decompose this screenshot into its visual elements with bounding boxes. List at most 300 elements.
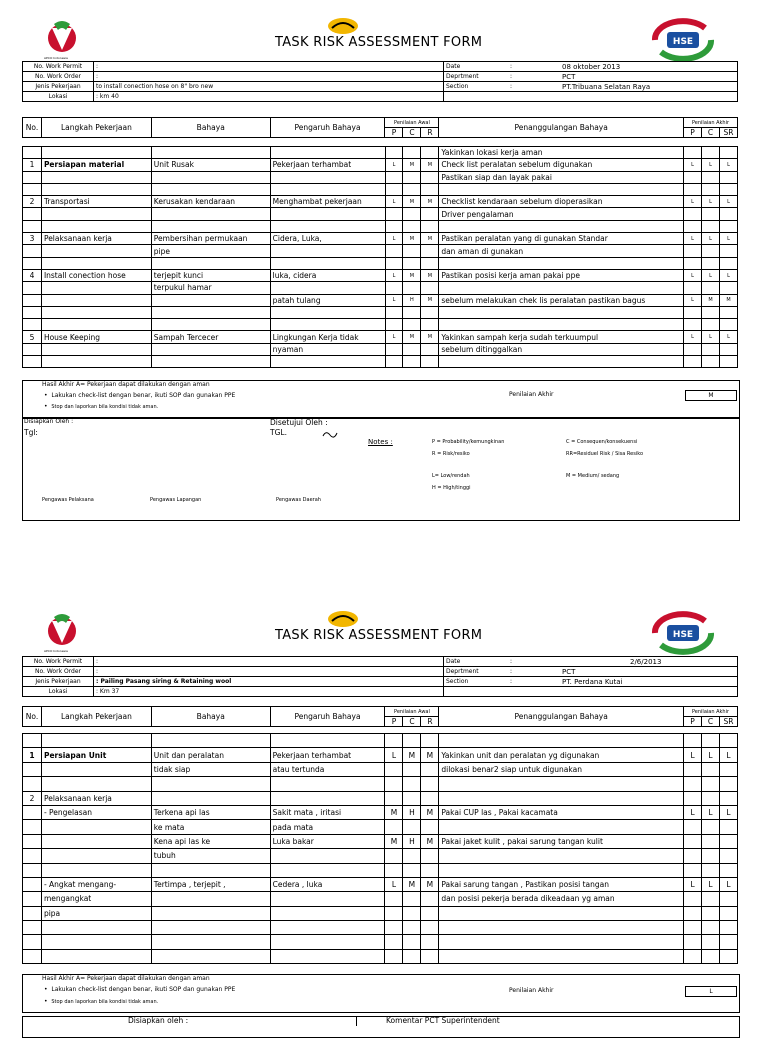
row-tindakan[interactable]: Pakai CUP las , Pakai kacamata bbox=[439, 805, 684, 819]
row-akhir-c[interactable] bbox=[702, 183, 720, 195]
row-akhir-c[interactable]: L bbox=[702, 877, 720, 891]
row-bahaya[interactable] bbox=[151, 257, 270, 269]
row-tindakan[interactable] bbox=[439, 791, 684, 805]
row-no[interactable] bbox=[23, 892, 42, 906]
row-langkah[interactable] bbox=[41, 245, 151, 257]
row-bahaya[interactable] bbox=[151, 921, 270, 935]
row-c[interactable] bbox=[403, 863, 421, 877]
row-akhir-sr[interactable] bbox=[719, 183, 737, 195]
row-r[interactable] bbox=[421, 343, 439, 355]
row-r[interactable]: M bbox=[421, 294, 439, 306]
row-akhir-sr[interactable]: L bbox=[719, 233, 737, 245]
row-c[interactable] bbox=[403, 791, 421, 805]
row-langkah[interactable] bbox=[41, 849, 151, 863]
penilaian-akhir-value[interactable]: M bbox=[685, 390, 737, 401]
row-langkah[interactable] bbox=[41, 921, 151, 935]
row-r[interactable] bbox=[421, 220, 439, 232]
row-c[interactable] bbox=[403, 734, 421, 748]
row-akhir-p[interactable]: L bbox=[684, 877, 702, 891]
row-langkah[interactable]: - Pengelasan bbox=[41, 805, 151, 819]
row-langkah[interactable] bbox=[41, 257, 151, 269]
row-c[interactable] bbox=[403, 257, 421, 269]
row-no[interactable] bbox=[23, 762, 42, 776]
row-c[interactable]: M bbox=[403, 877, 421, 891]
row-no[interactable] bbox=[23, 183, 42, 195]
row-akhir-sr[interactable] bbox=[719, 220, 737, 232]
row-p[interactable]: L bbox=[385, 331, 403, 343]
row-no[interactable] bbox=[23, 921, 42, 935]
row-bahaya[interactable]: Kerusakan kendaraan bbox=[151, 196, 270, 208]
row-no[interactable] bbox=[23, 306, 42, 318]
row-akhir-p[interactable]: L bbox=[684, 805, 702, 819]
row-bahaya[interactable]: Tertimpa , terjepit , bbox=[151, 877, 270, 891]
row-pengaruh[interactable] bbox=[270, 791, 385, 805]
row-bahaya[interactable] bbox=[151, 777, 270, 791]
row-r[interactable] bbox=[421, 183, 439, 195]
row-p[interactable]: L bbox=[385, 748, 403, 762]
row-p[interactable] bbox=[385, 892, 403, 906]
row-akhir-sr[interactable] bbox=[719, 343, 737, 355]
row-akhir-sr[interactable]: L bbox=[719, 269, 737, 281]
row-akhir-p[interactable] bbox=[684, 949, 702, 963]
row-langkah[interactable] bbox=[41, 834, 151, 848]
row-bahaya[interactable] bbox=[151, 734, 270, 748]
row-akhir-sr[interactable] bbox=[719, 171, 737, 183]
row-akhir-c[interactable] bbox=[702, 734, 720, 748]
row-akhir-p[interactable] bbox=[684, 777, 702, 791]
row-pengaruh[interactable] bbox=[270, 935, 385, 949]
row-langkah[interactable] bbox=[41, 220, 151, 232]
row-pengaruh[interactable] bbox=[270, 863, 385, 877]
date-value[interactable]: 08 oktober 2013 bbox=[560, 62, 738, 72]
date-value[interactable]: 2/6/2013 bbox=[560, 657, 738, 667]
penilaian-akhir-value[interactable]: L bbox=[685, 986, 737, 997]
row-akhir-p[interactable] bbox=[684, 834, 702, 848]
row-no[interactable] bbox=[23, 319, 42, 331]
row-r[interactable] bbox=[421, 935, 439, 949]
row-akhir-sr[interactable] bbox=[719, 892, 737, 906]
row-akhir-c[interactable]: L bbox=[702, 748, 720, 762]
row-bahaya[interactable]: Unit Rusak bbox=[151, 159, 270, 171]
row-akhir-p[interactable] bbox=[684, 849, 702, 863]
row-tindakan[interactable]: dilokasi benar2 siap untuk digunakan bbox=[439, 762, 684, 776]
row-tindakan[interactable]: dan posisi pekerja berada dikeadaan yg aman bbox=[439, 892, 684, 906]
row-c[interactable] bbox=[403, 183, 421, 195]
row-p[interactable]: L bbox=[385, 159, 403, 171]
row-r[interactable]: M bbox=[421, 331, 439, 343]
row-langkah[interactable] bbox=[41, 777, 151, 791]
row-pengaruh[interactable] bbox=[270, 356, 385, 368]
row-r[interactable] bbox=[421, 282, 439, 294]
row-bahaya[interactable]: terjepit kunci bbox=[151, 269, 270, 281]
row-pengaruh[interactable]: Lingkungan Kerja tidak bbox=[270, 331, 385, 343]
row-langkah[interactable] bbox=[41, 171, 151, 183]
row-akhir-c[interactable] bbox=[702, 949, 720, 963]
row-akhir-c[interactable] bbox=[702, 147, 720, 159]
row-akhir-c[interactable] bbox=[702, 257, 720, 269]
row-pengaruh[interactable]: atau tertunda bbox=[270, 762, 385, 776]
row-c[interactable]: M bbox=[403, 159, 421, 171]
row-tindakan[interactable] bbox=[439, 319, 684, 331]
row-akhir-p[interactable] bbox=[684, 935, 702, 949]
row-p[interactable]: L bbox=[385, 877, 403, 891]
row-p[interactable] bbox=[385, 208, 403, 220]
row-c[interactable]: M bbox=[403, 269, 421, 281]
row-tindakan[interactable] bbox=[439, 949, 684, 963]
row-pengaruh[interactable] bbox=[270, 183, 385, 195]
section-value[interactable]: PT.Tribuana Selatan Raya bbox=[560, 82, 738, 92]
row-tindakan[interactable]: Pakai sarung tangan , Pastikan posisi tangan bbox=[439, 877, 684, 891]
row-bahaya[interactable] bbox=[151, 183, 270, 195]
row-akhir-c[interactable] bbox=[702, 356, 720, 368]
row-akhir-p[interactable] bbox=[684, 319, 702, 331]
row-no[interactable] bbox=[23, 356, 42, 368]
row-langkah[interactable]: Persiapan material bbox=[41, 159, 151, 171]
row-akhir-p[interactable] bbox=[684, 906, 702, 920]
row-r[interactable] bbox=[421, 257, 439, 269]
row-pengaruh[interactable]: luka, cidera bbox=[270, 269, 385, 281]
work-permit-value[interactable]: : bbox=[94, 657, 444, 667]
row-akhir-p[interactable] bbox=[684, 257, 702, 269]
row-langkah[interactable] bbox=[41, 734, 151, 748]
row-tindakan[interactable]: Pakai jaket kulit , pakai sarung tangan kulit bbox=[439, 834, 684, 848]
row-r[interactable]: M bbox=[421, 748, 439, 762]
row-bahaya[interactable]: ke mata bbox=[151, 820, 270, 834]
row-tindakan[interactable]: Pastikan posisi kerja aman pakai ppe bbox=[439, 269, 684, 281]
row-c[interactable] bbox=[403, 921, 421, 935]
row-pengaruh[interactable] bbox=[270, 921, 385, 935]
row-akhir-c[interactable] bbox=[702, 820, 720, 834]
row-c[interactable] bbox=[403, 220, 421, 232]
row-akhir-c[interactable]: M bbox=[702, 294, 720, 306]
row-p[interactable] bbox=[385, 171, 403, 183]
row-p[interactable] bbox=[385, 343, 403, 355]
row-p[interactable] bbox=[385, 906, 403, 920]
row-akhir-p[interactable]: L bbox=[684, 269, 702, 281]
row-langkah[interactable]: Pelaksanaan kerja bbox=[41, 791, 151, 805]
row-akhir-p[interactable] bbox=[684, 863, 702, 877]
row-akhir-p[interactable] bbox=[684, 208, 702, 220]
row-bahaya[interactable]: tidak siap bbox=[151, 762, 270, 776]
row-p[interactable] bbox=[385, 734, 403, 748]
row-pengaruh[interactable]: Luka bakar bbox=[270, 834, 385, 848]
row-tindakan[interactable] bbox=[439, 820, 684, 834]
row-r[interactable] bbox=[421, 306, 439, 318]
row-bahaya[interactable] bbox=[151, 343, 270, 355]
row-akhir-p[interactable] bbox=[684, 762, 702, 776]
row-tindakan[interactable]: dan aman di gunakan bbox=[439, 245, 684, 257]
row-pengaruh[interactable] bbox=[270, 734, 385, 748]
row-p[interactable] bbox=[385, 935, 403, 949]
row-pengaruh[interactable]: Pekerjaan terhambat bbox=[270, 159, 385, 171]
row-akhir-c[interactable] bbox=[702, 245, 720, 257]
row-akhir-sr[interactable]: L bbox=[719, 748, 737, 762]
row-bahaya[interactable] bbox=[151, 863, 270, 877]
work-permit-value[interactable]: : bbox=[94, 62, 444, 72]
row-c[interactable] bbox=[403, 906, 421, 920]
lokasi-value[interactable]: : km 40 bbox=[94, 92, 444, 102]
row-r[interactable] bbox=[421, 777, 439, 791]
row-pengaruh[interactable] bbox=[270, 906, 385, 920]
row-no[interactable]: 4 bbox=[23, 269, 42, 281]
row-tindakan[interactable]: Check list peralatan sebelum digunakan bbox=[439, 159, 684, 171]
row-no[interactable] bbox=[23, 220, 42, 232]
row-pengaruh[interactable] bbox=[270, 282, 385, 294]
row-langkah[interactable] bbox=[41, 343, 151, 355]
row-bahaya[interactable] bbox=[151, 171, 270, 183]
department-value[interactable]: PCT bbox=[560, 72, 738, 82]
work-order-value[interactable]: : bbox=[94, 72, 444, 82]
row-akhir-sr[interactable] bbox=[719, 762, 737, 776]
row-c[interactable] bbox=[403, 306, 421, 318]
row-c[interactable] bbox=[403, 245, 421, 257]
row-pengaruh[interactable]: Cedera , luka bbox=[270, 877, 385, 891]
row-tindakan[interactable] bbox=[439, 220, 684, 232]
row-bahaya[interactable]: pipe bbox=[151, 245, 270, 257]
row-akhir-p[interactable] bbox=[684, 343, 702, 355]
row-r[interactable] bbox=[421, 791, 439, 805]
row-no[interactable] bbox=[23, 949, 42, 963]
row-r[interactable] bbox=[421, 849, 439, 863]
jenis-pekerjaan-value[interactable]: : Pailing Pasang siring & Retaining wool bbox=[94, 677, 444, 687]
row-tindakan[interactable] bbox=[439, 734, 684, 748]
row-langkah[interactable]: - Angkat mengang- bbox=[41, 877, 151, 891]
row-p[interactable]: M bbox=[385, 834, 403, 848]
row-no[interactable] bbox=[23, 208, 42, 220]
row-akhir-sr[interactable]: L bbox=[719, 805, 737, 819]
row-pengaruh[interactable]: Menghambat pekerjaan bbox=[270, 196, 385, 208]
row-bahaya[interactable] bbox=[151, 294, 270, 306]
row-akhir-c[interactable] bbox=[702, 849, 720, 863]
row-tindakan[interactable]: Yakinkan unit dan peralatan yg digunakan bbox=[439, 748, 684, 762]
section-value[interactable]: PT. Perdana Kutai bbox=[560, 677, 738, 687]
row-langkah[interactable]: Pelaksanaan kerja bbox=[41, 233, 151, 245]
department-value[interactable]: PCT bbox=[560, 667, 738, 677]
row-no[interactable]: 1 bbox=[23, 748, 42, 762]
row-akhir-sr[interactable]: L bbox=[719, 159, 737, 171]
row-r[interactable] bbox=[421, 171, 439, 183]
row-bahaya[interactable]: Unit dan peralatan bbox=[151, 748, 270, 762]
row-pengaruh[interactable] bbox=[270, 257, 385, 269]
row-akhir-p[interactable]: L bbox=[684, 748, 702, 762]
row-no[interactable]: 3 bbox=[23, 233, 42, 245]
row-akhir-sr[interactable] bbox=[719, 147, 737, 159]
row-langkah[interactable] bbox=[41, 762, 151, 776]
row-c[interactable] bbox=[403, 849, 421, 863]
row-akhir-sr[interactable] bbox=[719, 791, 737, 805]
row-akhir-p[interactable]: L bbox=[684, 331, 702, 343]
row-p[interactable]: L bbox=[385, 294, 403, 306]
row-tindakan[interactable]: Pastikan peralatan yang di gunakan Standar bbox=[439, 233, 684, 245]
row-no[interactable] bbox=[23, 849, 42, 863]
row-c[interactable] bbox=[403, 949, 421, 963]
row-akhir-p[interactable] bbox=[684, 791, 702, 805]
row-p[interactable] bbox=[385, 245, 403, 257]
row-akhir-sr[interactable]: M bbox=[719, 294, 737, 306]
row-pengaruh[interactable] bbox=[270, 849, 385, 863]
row-r[interactable]: M bbox=[421, 269, 439, 281]
row-r[interactable] bbox=[421, 949, 439, 963]
row-bahaya[interactable] bbox=[151, 949, 270, 963]
row-langkah[interactable] bbox=[41, 935, 151, 949]
row-r[interactable] bbox=[421, 356, 439, 368]
row-akhir-c[interactable] bbox=[702, 863, 720, 877]
row-akhir-p[interactable] bbox=[684, 171, 702, 183]
row-c[interactable] bbox=[403, 935, 421, 949]
row-akhir-c[interactable] bbox=[702, 777, 720, 791]
row-tindakan[interactable]: sebelum ditinggalkan bbox=[439, 343, 684, 355]
row-akhir-p[interactable] bbox=[684, 306, 702, 318]
row-pengaruh[interactable]: Sakit mata , iritasi bbox=[270, 805, 385, 819]
row-p[interactable]: L bbox=[385, 196, 403, 208]
work-order-value[interactable]: : bbox=[94, 667, 444, 677]
row-akhir-sr[interactable] bbox=[719, 208, 737, 220]
row-r[interactable]: M bbox=[421, 805, 439, 819]
row-langkah[interactable] bbox=[41, 319, 151, 331]
row-akhir-c[interactable] bbox=[702, 306, 720, 318]
row-akhir-c[interactable]: L bbox=[702, 233, 720, 245]
row-bahaya[interactable] bbox=[151, 147, 270, 159]
row-akhir-sr[interactable] bbox=[719, 949, 737, 963]
row-akhir-p[interactable]: L bbox=[684, 159, 702, 171]
row-akhir-sr[interactable] bbox=[719, 282, 737, 294]
row-tindakan[interactable] bbox=[439, 356, 684, 368]
row-p[interactable]: L bbox=[385, 269, 403, 281]
row-langkah[interactable] bbox=[41, 356, 151, 368]
row-langkah[interactable] bbox=[41, 147, 151, 159]
row-tindakan[interactable] bbox=[439, 863, 684, 877]
row-pengaruh[interactable]: Pekerjaan terhambat bbox=[270, 748, 385, 762]
row-pengaruh[interactable]: Cidera, Luka, bbox=[270, 233, 385, 245]
row-bahaya[interactable]: tubuh bbox=[151, 849, 270, 863]
row-akhir-c[interactable]: L bbox=[702, 805, 720, 819]
row-langkah[interactable] bbox=[41, 949, 151, 963]
row-no[interactable] bbox=[23, 820, 42, 834]
row-no[interactable] bbox=[23, 294, 42, 306]
row-akhir-c[interactable] bbox=[702, 935, 720, 949]
row-c[interactable]: H bbox=[403, 805, 421, 819]
row-akhir-c[interactable] bbox=[702, 282, 720, 294]
row-p[interactable] bbox=[385, 777, 403, 791]
row-langkah[interactable] bbox=[41, 306, 151, 318]
row-tindakan[interactable] bbox=[439, 849, 684, 863]
row-akhir-p[interactable] bbox=[684, 356, 702, 368]
row-c[interactable] bbox=[403, 282, 421, 294]
row-pengaruh[interactable]: patah tulang bbox=[270, 294, 385, 306]
row-langkah[interactable] bbox=[41, 294, 151, 306]
row-c[interactable] bbox=[403, 147, 421, 159]
row-tindakan[interactable] bbox=[439, 183, 684, 195]
row-tindakan[interactable]: Checklist kendaraan sebelum dioperasikan bbox=[439, 196, 684, 208]
row-r[interactable] bbox=[421, 762, 439, 776]
row-pengaruh[interactable] bbox=[270, 892, 385, 906]
row-akhir-p[interactable] bbox=[684, 820, 702, 834]
row-pengaruh[interactable] bbox=[270, 171, 385, 183]
row-c[interactable] bbox=[403, 777, 421, 791]
row-akhir-c[interactable] bbox=[702, 220, 720, 232]
row-c[interactable]: H bbox=[403, 294, 421, 306]
row-c[interactable]: M bbox=[403, 196, 421, 208]
row-akhir-p[interactable] bbox=[684, 282, 702, 294]
row-akhir-sr[interactable] bbox=[719, 306, 737, 318]
row-akhir-sr[interactable]: L bbox=[719, 196, 737, 208]
row-no[interactable] bbox=[23, 343, 42, 355]
row-p[interactable] bbox=[385, 147, 403, 159]
row-no[interactable]: 1 bbox=[23, 159, 42, 171]
row-no[interactable] bbox=[23, 282, 42, 294]
row-p[interactable] bbox=[385, 183, 403, 195]
jenis-pekerjaan-value[interactable]: to install conection hose on 8" bro new bbox=[94, 82, 444, 92]
row-bahaya[interactable] bbox=[151, 306, 270, 318]
row-bahaya[interactable]: Pembersihan permukaan bbox=[151, 233, 270, 245]
row-c[interactable] bbox=[403, 171, 421, 183]
row-c[interactable]: M bbox=[403, 748, 421, 762]
row-r[interactable]: M bbox=[421, 834, 439, 848]
row-tindakan[interactable] bbox=[439, 282, 684, 294]
row-c[interactable] bbox=[403, 820, 421, 834]
row-pengaruh[interactable] bbox=[270, 949, 385, 963]
row-tindakan[interactable]: Pastikan siap dan layak pakai bbox=[439, 171, 684, 183]
row-akhir-c[interactable] bbox=[702, 171, 720, 183]
row-p[interactable] bbox=[385, 849, 403, 863]
row-akhir-sr[interactable] bbox=[719, 777, 737, 791]
row-r[interactable] bbox=[421, 147, 439, 159]
row-akhir-sr[interactable] bbox=[719, 319, 737, 331]
row-akhir-c[interactable] bbox=[702, 906, 720, 920]
row-akhir-c[interactable]: L bbox=[702, 269, 720, 281]
row-bahaya[interactable] bbox=[151, 791, 270, 805]
row-akhir-sr[interactable] bbox=[719, 906, 737, 920]
row-p[interactable] bbox=[385, 319, 403, 331]
row-pengaruh[interactable] bbox=[270, 220, 385, 232]
row-langkah[interactable]: Install conection hose bbox=[41, 269, 151, 281]
row-p[interactable] bbox=[385, 282, 403, 294]
row-akhir-p[interactable] bbox=[684, 245, 702, 257]
row-akhir-sr[interactable] bbox=[719, 356, 737, 368]
row-no[interactable] bbox=[23, 257, 42, 269]
row-akhir-c[interactable] bbox=[702, 791, 720, 805]
row-bahaya[interactable] bbox=[151, 906, 270, 920]
row-langkah[interactable] bbox=[41, 282, 151, 294]
row-akhir-sr[interactable]: L bbox=[719, 331, 737, 343]
row-c[interactable] bbox=[403, 319, 421, 331]
row-p[interactable] bbox=[385, 949, 403, 963]
row-bahaya[interactable] bbox=[151, 220, 270, 232]
row-no[interactable] bbox=[23, 805, 42, 819]
row-bahaya[interactable]: Sampah Tercecer bbox=[151, 331, 270, 343]
row-p[interactable] bbox=[385, 791, 403, 805]
row-langkah[interactable]: Persiapan Unit bbox=[41, 748, 151, 762]
lokasi-value[interactable]: : Km 37 bbox=[94, 687, 444, 697]
row-akhir-c[interactable] bbox=[702, 762, 720, 776]
row-akhir-sr[interactable] bbox=[719, 863, 737, 877]
row-r[interactable] bbox=[421, 906, 439, 920]
row-akhir-sr[interactable] bbox=[719, 935, 737, 949]
row-pengaruh[interactable] bbox=[270, 245, 385, 257]
row-no[interactable] bbox=[23, 935, 42, 949]
row-bahaya[interactable]: Terkena api las bbox=[151, 805, 270, 819]
row-akhir-c[interactable] bbox=[702, 208, 720, 220]
row-pengaruh[interactable] bbox=[270, 147, 385, 159]
row-pengaruh[interactable] bbox=[270, 306, 385, 318]
row-langkah[interactable]: House Keeping bbox=[41, 331, 151, 343]
row-c[interactable] bbox=[403, 343, 421, 355]
row-p[interactable] bbox=[385, 356, 403, 368]
row-tindakan[interactable]: Yakinkan lokasi kerja aman bbox=[439, 147, 684, 159]
row-pengaruh[interactable] bbox=[270, 319, 385, 331]
row-r[interactable]: M bbox=[421, 877, 439, 891]
row-akhir-p[interactable] bbox=[684, 734, 702, 748]
